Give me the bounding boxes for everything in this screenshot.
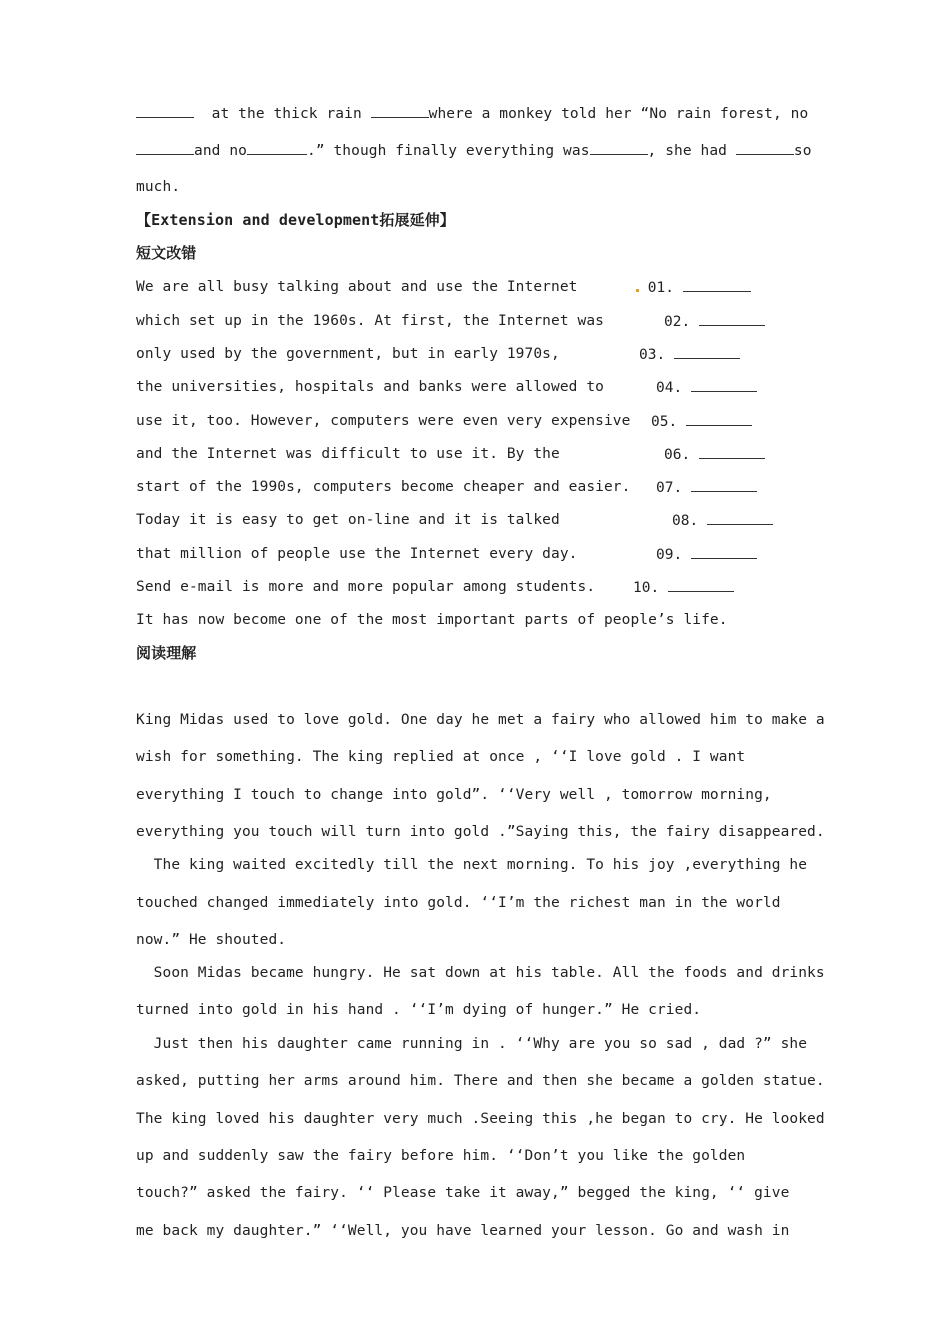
answer-slot-04 bbox=[656, 378, 757, 397]
story-line: everything you touch will turn into gold .”Saying this, the fairy disappeared. bbox=[136, 824, 825, 840]
answer-number: 09. bbox=[656, 547, 683, 563]
answer-number: 04. bbox=[656, 380, 683, 396]
answer-slot-01 bbox=[636, 278, 751, 297]
answer-number: 08. bbox=[672, 513, 699, 529]
answer-blank[interactable] bbox=[707, 511, 773, 525]
answer-blank[interactable] bbox=[691, 478, 757, 492]
story-line: turned into gold in his hand . ‘‘I’m dying of hunger.” He cried. bbox=[136, 1002, 702, 1018]
error-correction-heading: 短文改错 bbox=[136, 244, 197, 262]
answer-number: 01. bbox=[647, 280, 674, 296]
answer-slot-05 bbox=[651, 412, 752, 431]
answer-blank[interactable] bbox=[668, 578, 734, 592]
correction-line: We are all busy talking about and use the Internet bbox=[136, 279, 578, 295]
continuation-line-3: much. bbox=[136, 179, 181, 195]
correction-line: and the Internet was difficult to use it. By the bbox=[136, 446, 560, 462]
text-fragment: so bbox=[793, 143, 812, 159]
story-line: touch?” asked the fairy. ‘‘ Please take it away,” begged the king, ‘‘ give bbox=[136, 1185, 790, 1201]
answer-blank[interactable] bbox=[691, 378, 757, 392]
correction-line: that million of people use the Internet every day. bbox=[136, 546, 578, 562]
highlight-mark bbox=[636, 289, 639, 292]
correction-line: the universities, hospitals and banks were allowed to bbox=[136, 379, 604, 395]
continuation-line-1 bbox=[136, 104, 808, 123]
answer-blank[interactable] bbox=[683, 278, 751, 292]
answer-number: 03. bbox=[639, 347, 666, 363]
answer-slot-09 bbox=[656, 545, 757, 564]
answer-slot-06 bbox=[664, 445, 765, 464]
answer-blank[interactable] bbox=[699, 312, 765, 326]
answer-blank[interactable] bbox=[136, 104, 194, 118]
story-line: everything I touch to change into gold”. ‘‘Very well , tomorrow morning, bbox=[136, 787, 772, 803]
answer-blank[interactable] bbox=[736, 141, 794, 155]
story-line: asked, putting her arms around him. There and then she became a golden statue. bbox=[136, 1073, 825, 1089]
story-line: wish for something. The king replied at once , ‘‘I love gold . I want bbox=[136, 749, 746, 765]
correction-line: It has now become one of the most important parts of people’s life. bbox=[136, 612, 728, 628]
story-line: King Midas used to love gold. One day he met a fairy who allowed him to make a bbox=[136, 712, 825, 728]
answer-number: 05. bbox=[651, 414, 678, 430]
text-fragment: .” though finally everything was bbox=[306, 143, 590, 159]
story-line: now.” He shouted. bbox=[136, 932, 287, 948]
text-fragment: , she had bbox=[647, 143, 728, 159]
extension-heading: 【Extension and development拓展延伸】 bbox=[136, 211, 455, 229]
answer-blank[interactable] bbox=[699, 445, 765, 459]
answer-blank[interactable] bbox=[136, 141, 194, 155]
story-line: Soon Midas became hungry. He sat down at his table. All the foods and drinks bbox=[136, 965, 825, 981]
answer-blank[interactable] bbox=[674, 345, 740, 359]
story-line: Just then his daughter came running in . ‘‘Why are you so sad , dad ?” she bbox=[136, 1036, 808, 1052]
correction-line: Today it is easy to get on-line and it is talked bbox=[136, 512, 560, 528]
correction-line: start of the 1990s, computers become cheaper and easier. bbox=[136, 479, 631, 495]
answer-number: 07. bbox=[656, 480, 683, 496]
correction-line: Send e-mail is more and more popular among students. bbox=[136, 579, 596, 595]
story-line: up and suddenly saw the fairy before him. ‘‘Don’t you like the golden bbox=[136, 1148, 746, 1164]
reading-heading: 阅读理解 bbox=[136, 644, 197, 662]
story-line: The king waited excitedly till the next morning. To his joy ,everything he bbox=[136, 857, 808, 873]
correction-line: only used by the government, but in early 1970s, bbox=[136, 346, 560, 362]
answer-number: 10. bbox=[633, 580, 660, 596]
answer-slot-08 bbox=[672, 511, 773, 530]
answer-number: 06. bbox=[664, 447, 691, 463]
text-fragment: and no bbox=[194, 143, 247, 159]
continuation-line-2 bbox=[136, 141, 812, 160]
story-line: The king loved his daughter very much .Seeing this ,he began to cry. He looked bbox=[136, 1111, 825, 1127]
answer-slot-03 bbox=[639, 345, 740, 364]
answer-blank[interactable] bbox=[371, 104, 429, 118]
answer-blank[interactable] bbox=[691, 545, 757, 559]
answer-number: 02. bbox=[664, 314, 691, 330]
text-fragment: where a monkey told her “No rain forest, no bbox=[428, 106, 809, 122]
story-line: touched changed immediately into gold. ‘‘I’m the richest man in the world bbox=[136, 895, 781, 911]
correction-line: which set up in the 1960s. At first, the Internet was bbox=[136, 313, 604, 329]
text-fragment: at the thick rain bbox=[211, 106, 362, 122]
answer-slot-02 bbox=[664, 312, 765, 331]
answer-blank[interactable] bbox=[686, 412, 752, 426]
answer-slot-10 bbox=[633, 578, 734, 597]
answer-blank[interactable] bbox=[590, 141, 648, 155]
answer-slot-07 bbox=[656, 478, 757, 497]
answer-blank[interactable] bbox=[247, 141, 307, 155]
story-line: me back my daughter.” ‘‘Well, you have learned your lesson. Go and wash in bbox=[136, 1223, 790, 1239]
correction-line: use it, too. However, computers were even very expensive bbox=[136, 413, 631, 429]
